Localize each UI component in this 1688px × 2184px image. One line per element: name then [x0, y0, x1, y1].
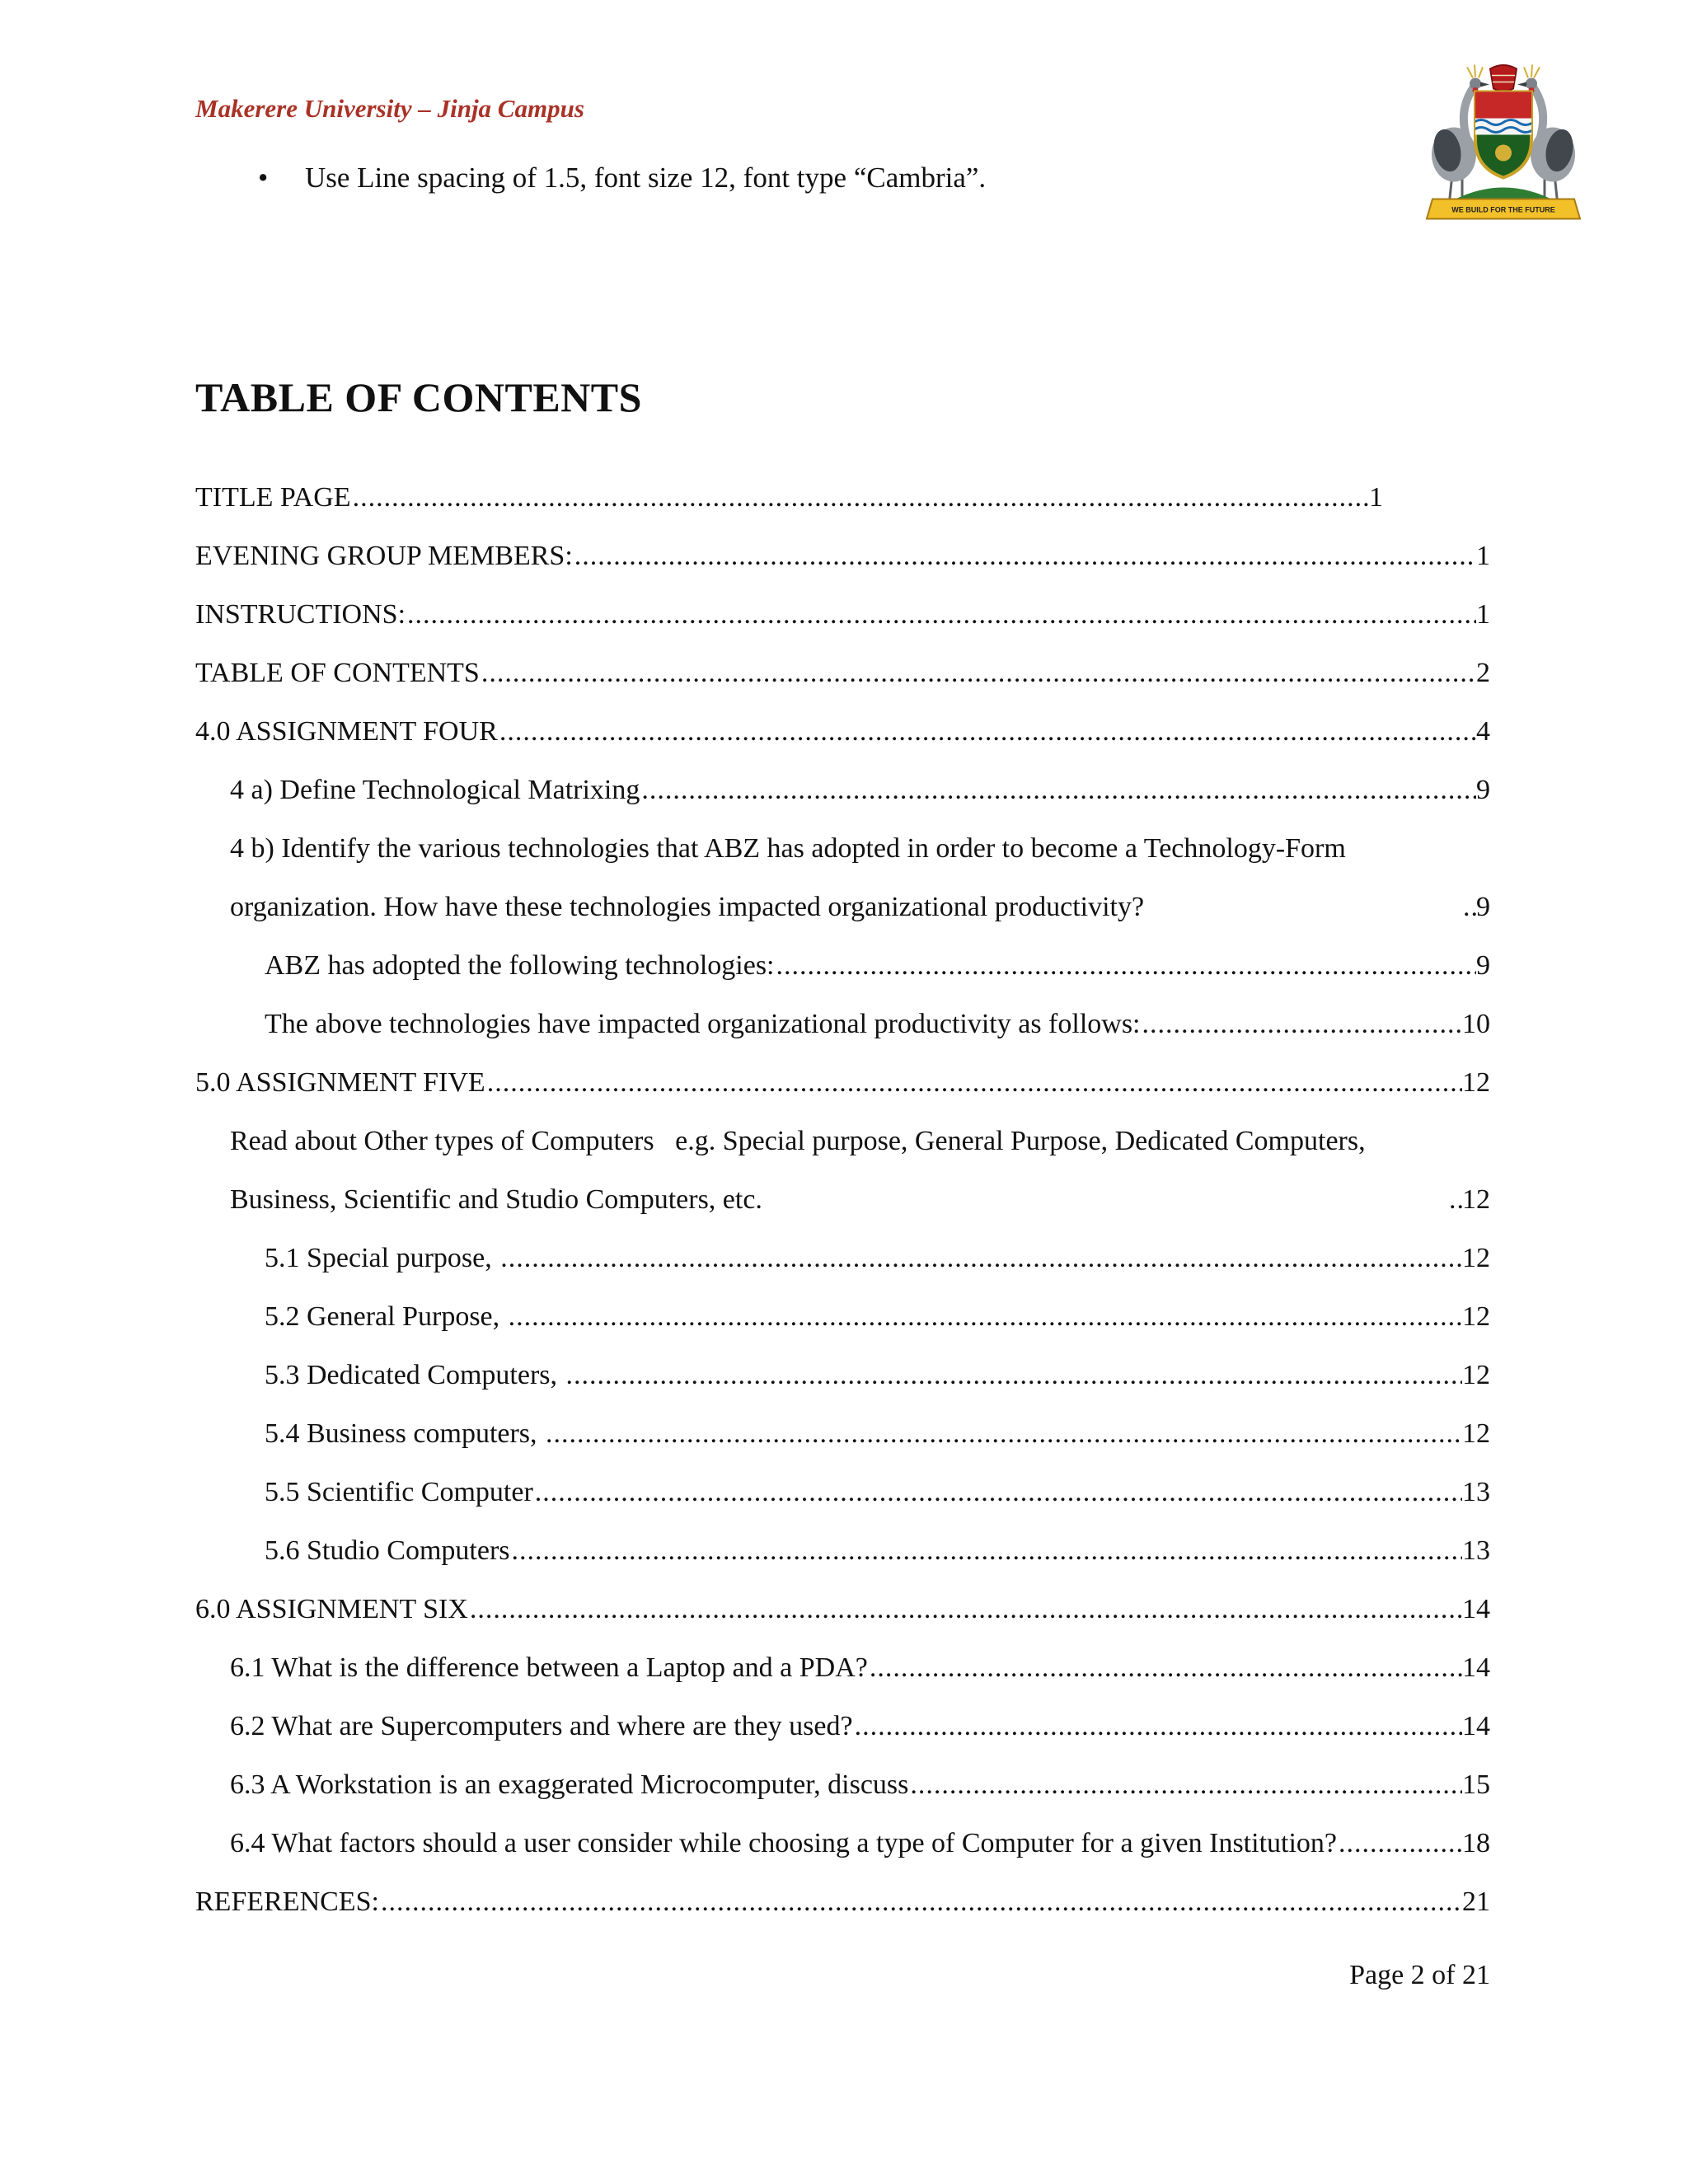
- toc-entry-text: 5.0 ASSIGNMENT FIVE: [195, 1067, 485, 1098]
- toc-entry-text: 6.3 A Workstation is an exaggerated Microcomputer, discuss: [230, 1769, 909, 1800]
- toc-page-number: 1: [1369, 482, 1383, 513]
- toc-entry[interactable]: [195, 1112, 1490, 1229]
- shield-icon: [1474, 92, 1533, 178]
- toc-dot-leader: [1461, 878, 1476, 936]
- toc-entry-text: 6.1 What is the difference between a Laptop and a PDA?: [230, 1652, 868, 1683]
- toc-entry[interactable]: [195, 527, 1490, 585]
- drum-icon: [1490, 65, 1517, 91]
- toc-entry-text: INSTRUCTIONS:: [195, 599, 406, 630]
- toc-entry-text: 5.2 General Purpose,: [265, 1301, 507, 1332]
- toc-list: [195, 468, 1490, 1931]
- toc-entry[interactable]: [195, 644, 1490, 702]
- toc-dot-leader: [480, 644, 1476, 702]
- toc-page-number: 14: [1462, 1652, 1490, 1683]
- toc-dot-leader: [1141, 995, 1463, 1053]
- toc-title: TABLE OF CONTENTS: [195, 374, 642, 420]
- toc-entry-text: TABLE OF CONTENTS: [195, 658, 480, 688]
- toc-page-number: 1: [1476, 599, 1490, 630]
- toc-dot-leader: [533, 1463, 1462, 1521]
- toc-entry[interactable]: [195, 995, 1490, 1053]
- toc-entry[interactable]: [195, 1638, 1490, 1697]
- toc-entry-text: REFERENCES:: [195, 1886, 379, 1917]
- toc-entry[interactable]: [195, 1463, 1490, 1521]
- toc-dot-leader: [507, 1287, 1462, 1346]
- toc-entry[interactable]: [195, 761, 1490, 819]
- toc-entry[interactable]: [195, 1872, 1490, 1931]
- toc-entry[interactable]: [195, 1346, 1490, 1404]
- toc-dot-leader: [565, 1346, 1462, 1404]
- makerere-university-logo: [1404, 51, 1602, 231]
- toc-dot-leader: [868, 1638, 1462, 1697]
- toc-entry-text: 5.6 Studio Computers: [265, 1535, 510, 1566]
- toc-page-number: 15: [1462, 1769, 1490, 1800]
- toc-dot-leader: [379, 1872, 1462, 1931]
- toc-page-number: 2: [1476, 658, 1490, 688]
- toc-dot-leader: [544, 1404, 1462, 1463]
- toc-page-number: 18: [1462, 1828, 1490, 1858]
- toc-entry-text: 4 b) Identify the various technologies that ABZ has adopted in order to become a Technology-Form organization. How have these technologies impacted organizational productivity?: [230, 833, 1353, 922]
- toc-entry[interactable]: [195, 1053, 1490, 1112]
- toc-entry[interactable]: [195, 1404, 1490, 1463]
- toc-page-number: 9: [1476, 775, 1490, 805]
- toc-dot-leader: [510, 1521, 1462, 1580]
- toc-page-number: 9: [1476, 950, 1490, 981]
- banner-ribbon: [1427, 199, 1580, 219]
- toc-entry-text: 6.4 What factors should a user consider while choosing a type of Computer for a given Institution?: [230, 1828, 1337, 1858]
- toc-page-number: 12: [1462, 1360, 1490, 1390]
- banner-text: WE BUILD FOR THE FUTURE: [1451, 205, 1555, 214]
- toc-dot-leader: [573, 527, 1476, 585]
- toc-page-number: 12: [1462, 1067, 1490, 1098]
- toc-page-number: 1: [1476, 541, 1490, 571]
- bullet-marker: •: [258, 162, 269, 194]
- toc-entry[interactable]: [195, 1229, 1490, 1287]
- instruction-bullet-text: Use Line spacing of 1.5, font size 12, font type “Cambria”.: [305, 162, 987, 194]
- toc-page-number: 12: [1462, 1184, 1490, 1215]
- toc-entry[interactable]: [195, 1287, 1490, 1346]
- toc-page-number: 14: [1462, 1594, 1490, 1624]
- campus-header-line: Makerere University – Jinja Campus: [195, 94, 584, 123]
- toc-entry[interactable]: [195, 468, 1490, 527]
- toc-entry[interactable]: [195, 585, 1490, 644]
- toc-entry[interactable]: [195, 702, 1490, 761]
- toc-dot-leader: [775, 936, 1477, 995]
- toc-dot-leader: [498, 702, 1476, 761]
- toc-entry-text: The above technologies have impacted organizational productivity as follows:: [265, 1009, 1141, 1039]
- toc-entry-text: 4.0 ASSIGNMENT FOUR: [195, 716, 498, 747]
- toc-entry-text: 4 a) Define Technological Matrixing: [230, 775, 640, 805]
- toc-dot-leader: [1337, 1814, 1462, 1872]
- toc-dot-leader: [640, 761, 1476, 819]
- toc-entry-text: 6.0 ASSIGNMENT SIX: [195, 1594, 468, 1624]
- toc-entry[interactable]: [195, 1755, 1490, 1814]
- toc-entry[interactable]: [195, 1580, 1490, 1638]
- toc-entry-text: TITLE PAGE: [195, 482, 351, 513]
- toc-dot-leader: [908, 1755, 1462, 1814]
- toc-entry-text: 6.2 What are Supercomputers and where are they used?: [230, 1711, 853, 1741]
- toc-dot-leader: [485, 1053, 1462, 1112]
- toc-page-number: 4: [1476, 716, 1490, 747]
- toc-dot-leader: [351, 468, 1369, 527]
- toc-entry-text: 5.4 Business computers,: [265, 1418, 545, 1449]
- toc-dot-leader: [406, 585, 1476, 644]
- page-number-label: Page 2 of 21: [1349, 1960, 1490, 1990]
- toc-page-number: 12: [1462, 1301, 1490, 1332]
- toc-page-number: 9: [1476, 892, 1490, 922]
- toc-entry-text: 5.3 Dedicated Computers,: [265, 1360, 565, 1390]
- toc-page-number: 10: [1462, 1009, 1490, 1039]
- toc-dot-leader: [499, 1229, 1462, 1287]
- instruction-bullet-item: [195, 158, 1490, 198]
- toc-dot-leader: [853, 1697, 1462, 1755]
- toc-entry[interactable]: [195, 1697, 1490, 1755]
- toc-page-number: 21: [1462, 1886, 1490, 1917]
- toc-entry-text: 5.5 Scientific Computer: [265, 1477, 533, 1507]
- toc-entry[interactable]: [195, 936, 1490, 995]
- toc-page-number: 12: [1462, 1243, 1490, 1273]
- toc-dot-leader: [1447, 1170, 1462, 1229]
- toc-entry[interactable]: [195, 1521, 1490, 1580]
- toc-page-number: 13: [1462, 1535, 1490, 1566]
- toc-entry-text: Read about Other types of Computers e.g. Special purpose, General Purpose, Dedicated Computers, Business, Scientific and Studio Computers, etc.: [230, 1126, 1373, 1215]
- toc-page-number: 13: [1462, 1477, 1490, 1507]
- toc-entry[interactable]: [195, 1814, 1490, 1872]
- toc-page-number: 12: [1462, 1418, 1490, 1449]
- toc-entry[interactable]: [195, 819, 1490, 936]
- toc-dot-leader: [468, 1580, 1462, 1638]
- toc-entry-text: EVENING GROUP MEMBERS:: [195, 541, 573, 571]
- toc-entry-text: 5.1 Special purpose,: [265, 1243, 499, 1273]
- toc-page-number: 14: [1462, 1711, 1490, 1741]
- toc-entry-text: ABZ has adopted the following technologies:: [265, 950, 775, 981]
